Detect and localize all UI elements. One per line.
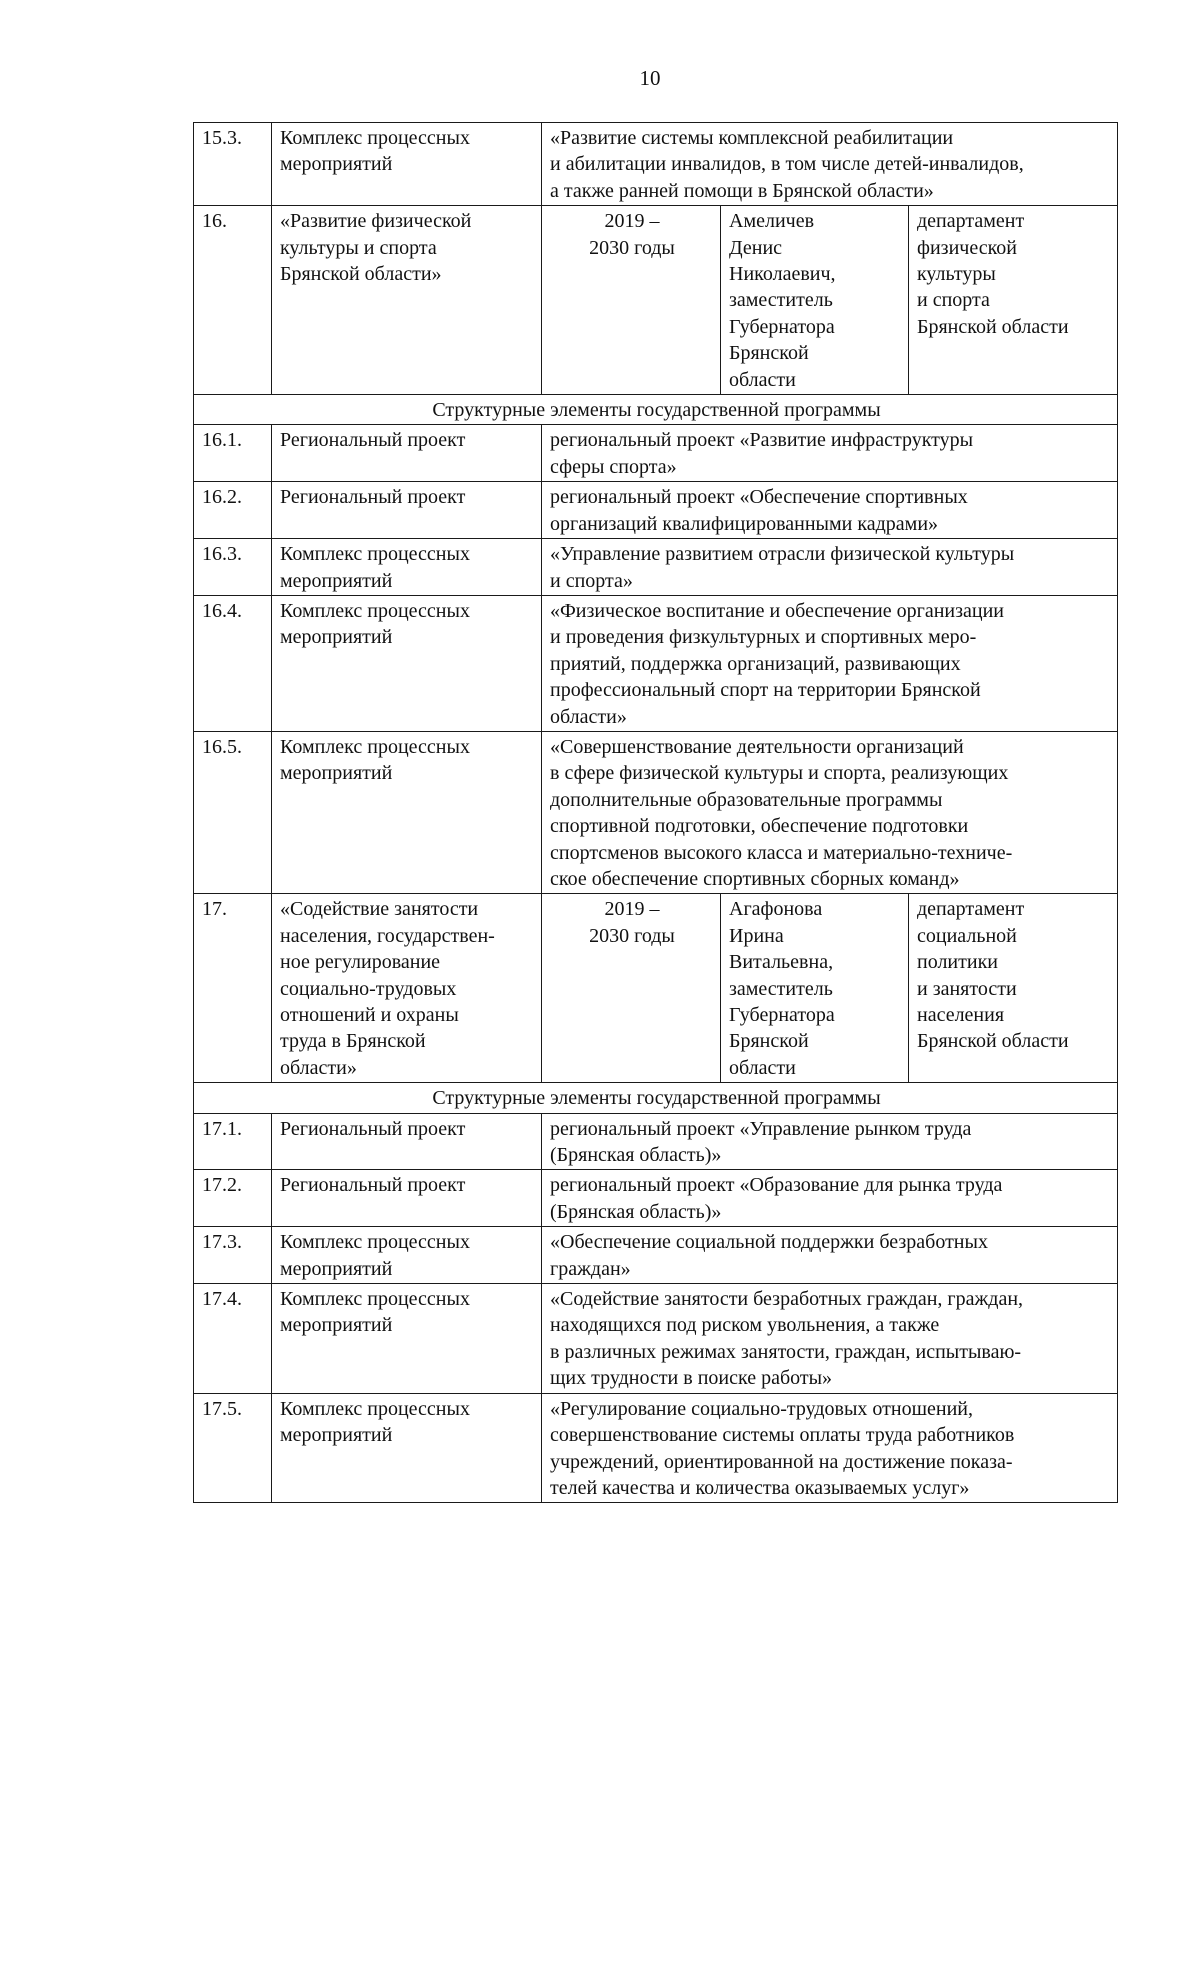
row-number: 17. [194,894,272,1083]
element-description: региональный проект «Управление рынком труда (Брянская область)» [542,1113,1118,1170]
program-period: 2019 – 2030 годы [542,894,721,1083]
program-row [194,206,1118,395]
element-type: Региональный проект [272,482,542,539]
structural-element-row [194,1170,1118,1227]
structural-element-row [194,425,1118,482]
element-description: региональный проект «Развитие инфраструктуры сферы спорта» [542,425,1118,482]
element-type: Региональный проект [272,1113,542,1170]
program-table [193,122,1118,1503]
section-header-row [194,395,1118,425]
structural-element-row [194,482,1118,539]
element-description: «Управление развитием отрасли физической культуры и спорта» [542,539,1118,596]
structural-element-row [194,1284,1118,1394]
structural-element-row [194,1393,1118,1503]
structural-element-row [194,123,1118,206]
element-description: «Обеспечение социальной поддержки безработных граждан» [542,1227,1118,1284]
structural-element-row [194,595,1118,731]
program-executor: департамент социальной политики и занятости населения Брянской области [909,894,1118,1083]
row-number: 17.5. [194,1393,272,1503]
row-number: 16.1. [194,425,272,482]
row-number: 16.2. [194,482,272,539]
element-description: «Совершенствование деятельности организаций в сфере физической культуры и спорта, реализующих дополнительные образовательные программы спортивной подготовки, обеспечение подготовки спортсменов высокого класса и материально-техниче- ское обеспечение спортивных сборных команд» [542,731,1118,893]
program-curator: Амеличев Денис Николаевич, заместитель Губернатора Брянской области [721,206,909,395]
element-description: региональный проект «Образование для рынка труда (Брянская область)» [542,1170,1118,1227]
row-number: 17.3. [194,1227,272,1284]
row-number: 16.4. [194,595,272,731]
element-type: Комплекс процессных мероприятий [272,539,542,596]
element-description: «Развитие системы комплексной реабилитации и абилитации инвалидов, в том числе детей-инвалидов, а также ранней помощи в Брянской области» [542,123,1118,206]
program-row [194,894,1118,1083]
element-description: «Регулирование социально-трудовых отношений, совершенствование системы оплаты труда работников учреждений, ориентированной на достижение показа- телей качества и количества оказываемых услуг» [542,1393,1118,1503]
program-curator: Агафонова Ирина Витальевна, заместитель Губернатора Брянской области [721,894,909,1083]
row-number: 15.3. [194,123,272,206]
program-table-body [194,123,1118,1503]
element-type: Комплекс процессных мероприятий [272,123,542,206]
element-type: Комплекс процессных мероприятий [272,731,542,893]
row-number: 17.2. [194,1170,272,1227]
element-description: региональный проект «Обеспечение спортивных организаций квалифицированными кадрами» [542,482,1118,539]
program-executor: департамент физической культуры и спорта Брянской области [909,206,1118,395]
section-header: Структурные элементы государственной программы [194,395,1118,425]
program-period: 2019 – 2030 годы [542,206,721,395]
section-header: Структурные элементы государственной программы [194,1083,1118,1113]
structural-element-row [194,539,1118,596]
row-number: 17.1. [194,1113,272,1170]
row-number: 17.4. [194,1284,272,1394]
program-title: «Развитие физической культуры и спорта Брянской области» [272,206,542,395]
element-type: Комплекс процессных мероприятий [272,1227,542,1284]
page-number: 10 [639,66,661,90]
element-type: Комплекс процессных мероприятий [272,1393,542,1503]
element-description: «Содействие занятости безработных граждан, граждан, находящихся под риском увольнения, а также в различных режимах занятости, граждан, испытываю- щих трудности в поиске работы» [542,1284,1118,1394]
element-type: Региональный проект [272,1170,542,1227]
element-type: Комплекс процессных мероприятий [272,595,542,731]
program-title: «Содействие занятости населения, государствен- ное регулирование социально-трудовых отношений и охраны труда в Брянской области» [272,894,542,1083]
structural-element-row [194,1113,1118,1170]
element-type: Региональный проект [272,425,542,482]
row-number: 16.3. [194,539,272,596]
element-description: «Физическое воспитание и обеспечение организации и проведения физкультурных и спортивных меро- приятий, поддержка организаций, развивающих профессиональный спорт на территории Брянской области» [542,595,1118,731]
element-type: Комплекс процессных мероприятий [272,1284,542,1394]
structural-element-row [194,1227,1118,1284]
structural-element-row [194,731,1118,893]
row-number: 16. [194,206,272,395]
section-header-row [194,1083,1118,1113]
row-number: 16.5. [194,731,272,893]
